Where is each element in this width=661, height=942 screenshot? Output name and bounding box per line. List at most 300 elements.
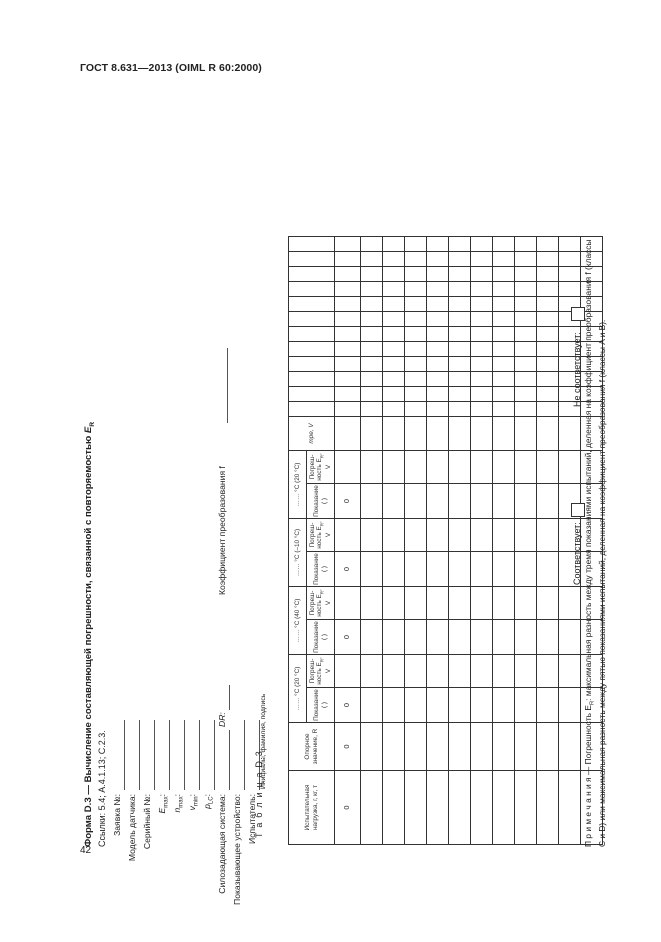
cell bbox=[361, 655, 383, 688]
field-line-serial bbox=[154, 720, 155, 790]
conform-label: Соответствует: bbox=[572, 522, 582, 585]
cell bbox=[383, 771, 405, 845]
cell bbox=[361, 372, 383, 387]
field-label-conversion-factor: Коэффициент преобразования f bbox=[217, 466, 227, 595]
field-label-application: Заявка №: bbox=[112, 794, 122, 836]
cell bbox=[471, 688, 493, 723]
cell bbox=[537, 342, 559, 357]
cell bbox=[471, 655, 493, 688]
field-line-nmax bbox=[184, 720, 185, 790]
cell bbox=[559, 237, 581, 252]
nmax-symbol: n bbox=[172, 807, 182, 813]
cell bbox=[537, 655, 559, 688]
cell bbox=[449, 252, 471, 267]
cell bbox=[493, 655, 515, 688]
table-caption: Т а б л и ц а D.3 bbox=[254, 749, 264, 838]
cell bbox=[493, 327, 515, 342]
cell bbox=[515, 372, 537, 387]
cell bbox=[427, 620, 449, 655]
cell-reading-2: 0 bbox=[335, 620, 361, 655]
cell bbox=[537, 312, 559, 327]
cell bbox=[537, 402, 559, 417]
cell bbox=[449, 655, 471, 688]
reading-unit: ( ) bbox=[320, 701, 328, 709]
cell bbox=[335, 237, 361, 252]
cell bbox=[361, 282, 383, 297]
cell bbox=[493, 237, 515, 252]
cell bbox=[537, 519, 559, 552]
cell bbox=[289, 252, 335, 267]
vmin-colon: : bbox=[187, 794, 197, 797]
cell bbox=[335, 282, 361, 297]
cell bbox=[383, 237, 405, 252]
cell bbox=[471, 312, 493, 327]
cell bbox=[427, 297, 449, 312]
cell bbox=[559, 723, 581, 771]
cell bbox=[427, 723, 449, 771]
error-label: Погреш-ность E bbox=[308, 454, 324, 481]
cell bbox=[493, 297, 515, 312]
cell bbox=[383, 655, 405, 688]
field-line-emax bbox=[169, 720, 170, 790]
cell bbox=[449, 587, 471, 620]
form-references: Ссылки: 5.4; A.4.1.13; C.2.3. bbox=[97, 730, 107, 847]
cell bbox=[405, 519, 427, 552]
form-title-text: Форма D.3 — Вычисление составляющей погрешности, связанной с повторяемостью bbox=[83, 433, 94, 847]
table-row bbox=[405, 237, 427, 845]
field-line-force-system bbox=[229, 730, 230, 790]
cell bbox=[537, 237, 559, 252]
reading-unit: ( ) bbox=[320, 633, 328, 641]
table-row bbox=[537, 237, 559, 845]
cell bbox=[405, 312, 427, 327]
cell bbox=[559, 417, 581, 451]
cell bbox=[427, 688, 449, 723]
col-header-temp-3: …… °C (–10 °C) bbox=[289, 519, 307, 587]
cell bbox=[471, 451, 493, 484]
cell bbox=[449, 297, 471, 312]
cell bbox=[449, 237, 471, 252]
cell-reading-1: 0 bbox=[335, 688, 361, 723]
cell-reading-4: 0 bbox=[335, 484, 361, 519]
cell bbox=[493, 587, 515, 620]
cell bbox=[289, 342, 335, 357]
cell bbox=[383, 552, 405, 587]
cell bbox=[559, 282, 581, 297]
cell bbox=[405, 451, 427, 484]
emax-symbol: E bbox=[157, 807, 167, 814]
cell bbox=[559, 771, 581, 845]
cell bbox=[537, 417, 559, 451]
error-sub: R bbox=[319, 522, 325, 527]
cell bbox=[537, 723, 559, 771]
cell bbox=[515, 417, 537, 451]
cell bbox=[405, 723, 427, 771]
cell bbox=[383, 312, 405, 327]
cell bbox=[361, 267, 383, 282]
cell bbox=[493, 771, 515, 845]
cell bbox=[289, 372, 335, 387]
col-header-error-1 bbox=[307, 655, 335, 688]
cell bbox=[559, 655, 581, 688]
cell bbox=[361, 252, 383, 267]
page-number: 42 bbox=[80, 845, 92, 856]
cell bbox=[361, 327, 383, 342]
cell bbox=[427, 484, 449, 519]
error-unit: , V bbox=[316, 589, 332, 606]
cell bbox=[361, 552, 383, 587]
cell bbox=[493, 519, 515, 552]
cell bbox=[559, 587, 581, 620]
cell bbox=[383, 688, 405, 723]
cell bbox=[493, 372, 515, 387]
cell bbox=[537, 357, 559, 372]
table-row bbox=[383, 237, 405, 845]
cell bbox=[289, 267, 335, 282]
error-label: Погреш-ность E bbox=[308, 590, 324, 617]
cell bbox=[471, 484, 493, 519]
cell bbox=[471, 771, 493, 845]
reading-label: Показание bbox=[313, 553, 321, 585]
cell bbox=[383, 620, 405, 655]
cell bbox=[471, 372, 493, 387]
col-header-error-2 bbox=[307, 587, 335, 620]
cell bbox=[471, 267, 493, 282]
col-header-reading-3 bbox=[307, 552, 335, 587]
cell bbox=[449, 688, 471, 723]
cell bbox=[493, 723, 515, 771]
note-line-1-b: : максимальная разность между тремя показаниями испытаний, деленная на коэффициент преобразования f (классы bbox=[583, 239, 593, 701]
cell bbox=[405, 267, 427, 282]
table-row bbox=[335, 237, 361, 845]
col-header-ref: Опорное значение, R bbox=[289, 723, 335, 771]
cell bbox=[449, 282, 471, 297]
cell bbox=[335, 417, 361, 451]
field-line-indicator bbox=[244, 720, 245, 790]
cell bbox=[515, 451, 537, 484]
cell bbox=[537, 620, 559, 655]
field-label-vmin bbox=[187, 794, 200, 942]
field-line-vmin bbox=[199, 720, 200, 790]
cell bbox=[383, 484, 405, 519]
field-label-indicator: Показывающее устройство: bbox=[232, 794, 242, 905]
cell bbox=[361, 342, 383, 357]
cell bbox=[405, 327, 427, 342]
cell bbox=[335, 357, 361, 372]
cell bbox=[493, 688, 515, 723]
cell bbox=[449, 417, 471, 451]
cell bbox=[471, 552, 493, 587]
col-header-reading-4 bbox=[307, 484, 335, 519]
cell bbox=[405, 688, 427, 723]
cell bbox=[405, 620, 427, 655]
document-header: ГОСТ 8.631—2013 (OIML R 60:2000) bbox=[80, 62, 262, 74]
field-label-sensor-model: Модель датчика: bbox=[127, 794, 137, 862]
cell bbox=[335, 252, 361, 267]
cell bbox=[537, 451, 559, 484]
cell bbox=[537, 252, 559, 267]
cell bbox=[335, 451, 361, 484]
cell bbox=[335, 519, 361, 552]
error-unit: , V bbox=[316, 521, 332, 538]
error-label: Погреш-ность E bbox=[308, 522, 324, 549]
cell bbox=[515, 312, 537, 327]
cell bbox=[405, 357, 427, 372]
cell bbox=[361, 771, 383, 845]
cell bbox=[289, 327, 335, 342]
cell bbox=[335, 387, 361, 402]
cell bbox=[471, 519, 493, 552]
col-header-load: Испытательная нагрузка, г, кг, т bbox=[289, 771, 335, 845]
table-row bbox=[493, 237, 515, 845]
cell bbox=[427, 519, 449, 552]
cell bbox=[405, 282, 427, 297]
cell bbox=[515, 327, 537, 342]
error-sub: R bbox=[319, 454, 325, 459]
cell bbox=[361, 688, 383, 723]
table-row bbox=[449, 237, 471, 845]
cell bbox=[405, 297, 427, 312]
cell bbox=[405, 655, 427, 688]
cell bbox=[537, 267, 559, 282]
cell bbox=[515, 402, 537, 417]
cell bbox=[383, 587, 405, 620]
cell bbox=[383, 402, 405, 417]
field-hint-tester: Инициалы, фамилия, подпись bbox=[260, 693, 267, 789]
cell bbox=[335, 372, 361, 387]
field-label-nmax bbox=[172, 794, 185, 942]
cell bbox=[427, 771, 449, 845]
reading-label: Показание bbox=[313, 621, 321, 653]
cell bbox=[493, 402, 515, 417]
cell bbox=[361, 417, 383, 451]
cell bbox=[515, 357, 537, 372]
cell bbox=[405, 484, 427, 519]
cell bbox=[471, 387, 493, 402]
cell bbox=[289, 387, 335, 402]
cell bbox=[335, 587, 361, 620]
cell bbox=[361, 237, 383, 252]
vmin-symbol: v bbox=[187, 806, 197, 811]
cell bbox=[361, 402, 383, 417]
cell bbox=[405, 387, 427, 402]
cell bbox=[383, 282, 405, 297]
col-header-reading-1 bbox=[307, 688, 335, 723]
form-title bbox=[83, 422, 96, 847]
cell-reading-3: 0 bbox=[335, 552, 361, 587]
cell bbox=[361, 723, 383, 771]
cell bbox=[427, 267, 449, 282]
cell bbox=[515, 282, 537, 297]
cell bbox=[383, 357, 405, 372]
note-line-2: C и D) или максимальная разность между пятью показаниями испытаний, деленная на коэффициент преобразования f (классы A и B). bbox=[597, 319, 607, 847]
reading-label: Показание bbox=[313, 689, 321, 721]
cell bbox=[493, 252, 515, 267]
cell bbox=[449, 451, 471, 484]
cell bbox=[449, 620, 471, 655]
cell bbox=[449, 552, 471, 587]
cell bbox=[515, 723, 537, 771]
cell bbox=[405, 372, 427, 387]
error-sub: R bbox=[319, 658, 325, 663]
nmax-sub: max bbox=[178, 796, 185, 808]
cell bbox=[537, 688, 559, 723]
cell bbox=[559, 267, 581, 282]
cell bbox=[559, 252, 581, 267]
cell bbox=[449, 267, 471, 282]
cell bbox=[493, 620, 515, 655]
cell bbox=[493, 357, 515, 372]
cell bbox=[449, 327, 471, 342]
reading-label: Показание bbox=[313, 485, 321, 517]
table-row bbox=[361, 237, 383, 845]
field-label-force-system: Силозадающая система: bbox=[217, 794, 227, 894]
note-line-1-sub: R bbox=[589, 700, 596, 706]
cell bbox=[515, 587, 537, 620]
cell bbox=[427, 252, 449, 267]
cell bbox=[449, 484, 471, 519]
cell bbox=[449, 357, 471, 372]
blank-rows bbox=[361, 237, 603, 845]
cell bbox=[383, 519, 405, 552]
cell bbox=[427, 342, 449, 357]
cell bbox=[493, 417, 515, 451]
cell bbox=[449, 342, 471, 357]
cell bbox=[405, 552, 427, 587]
cell bbox=[335, 402, 361, 417]
cell bbox=[427, 282, 449, 297]
vmin-sub: min bbox=[193, 796, 200, 807]
cell bbox=[493, 387, 515, 402]
cell bbox=[289, 402, 335, 417]
cell bbox=[427, 451, 449, 484]
cell bbox=[515, 267, 537, 282]
cell bbox=[471, 237, 493, 252]
cell bbox=[405, 237, 427, 252]
error-sub: R bbox=[319, 590, 325, 595]
col-header-reading-2 bbox=[307, 620, 335, 655]
cell bbox=[427, 327, 449, 342]
cell bbox=[471, 402, 493, 417]
cell bbox=[335, 297, 361, 312]
cell bbox=[383, 451, 405, 484]
cell bbox=[493, 552, 515, 587]
cell bbox=[335, 267, 361, 282]
cell bbox=[449, 771, 471, 845]
cell bbox=[493, 451, 515, 484]
error-label: Погреш-ность E bbox=[308, 658, 324, 685]
cell bbox=[289, 237, 335, 252]
cell bbox=[361, 451, 383, 484]
field-label-emax bbox=[157, 794, 170, 942]
cell-load: 0 bbox=[335, 771, 361, 845]
cell bbox=[537, 587, 559, 620]
cell bbox=[449, 723, 471, 771]
cell bbox=[515, 342, 537, 357]
plc-colon: : bbox=[202, 794, 212, 797]
cell bbox=[405, 771, 427, 845]
emax-sub: max bbox=[163, 796, 170, 808]
col-header-error-3 bbox=[307, 519, 335, 552]
error-unit: , V bbox=[316, 453, 332, 470]
cell bbox=[537, 771, 559, 845]
cell bbox=[537, 282, 559, 297]
cell bbox=[471, 587, 493, 620]
field-label-plc bbox=[202, 794, 215, 942]
emax-colon: : bbox=[157, 794, 167, 797]
cell bbox=[383, 297, 405, 312]
cell bbox=[289, 312, 335, 327]
cell bbox=[405, 402, 427, 417]
cell bbox=[471, 620, 493, 655]
cell bbox=[361, 620, 383, 655]
cell bbox=[289, 297, 335, 312]
cell bbox=[361, 519, 383, 552]
nmax-colon: : bbox=[172, 794, 182, 797]
cell bbox=[383, 252, 405, 267]
error-unit: , V bbox=[316, 657, 332, 674]
cell bbox=[537, 372, 559, 387]
table-row bbox=[427, 237, 449, 845]
cell bbox=[427, 552, 449, 587]
cell bbox=[361, 587, 383, 620]
cell bbox=[515, 484, 537, 519]
cell bbox=[493, 282, 515, 297]
not-conform-label: Не соответствует: bbox=[572, 332, 582, 407]
cell bbox=[383, 417, 405, 451]
cell bbox=[405, 587, 427, 620]
cell bbox=[515, 252, 537, 267]
cell bbox=[515, 655, 537, 688]
cell bbox=[335, 655, 361, 688]
cell bbox=[335, 327, 361, 342]
table-row bbox=[515, 237, 537, 845]
cell bbox=[537, 297, 559, 312]
cell bbox=[449, 519, 471, 552]
field-label-serial: Серийный №: bbox=[142, 794, 152, 850]
cell bbox=[515, 237, 537, 252]
cell bbox=[383, 387, 405, 402]
cell bbox=[427, 417, 449, 451]
col-header-temp-1: …… °C (20 °C) bbox=[289, 655, 307, 723]
cell bbox=[515, 387, 537, 402]
cell bbox=[427, 387, 449, 402]
cell bbox=[289, 282, 335, 297]
field-label-dr: DR: bbox=[217, 712, 227, 727]
cell bbox=[289, 357, 335, 372]
field-line-application bbox=[124, 720, 125, 790]
cell bbox=[515, 688, 537, 723]
cell bbox=[471, 282, 493, 297]
cell bbox=[449, 312, 471, 327]
field-line-conversion-factor bbox=[227, 348, 228, 423]
table-row bbox=[471, 237, 493, 845]
cell bbox=[383, 723, 405, 771]
cell bbox=[449, 402, 471, 417]
cell bbox=[361, 357, 383, 372]
cell bbox=[515, 771, 537, 845]
cell bbox=[427, 655, 449, 688]
col-header-error-4 bbox=[307, 451, 335, 484]
cell bbox=[427, 587, 449, 620]
cell bbox=[383, 327, 405, 342]
cell bbox=[361, 297, 383, 312]
cell bbox=[427, 402, 449, 417]
cell bbox=[405, 417, 427, 451]
reading-unit: ( ) bbox=[320, 497, 328, 505]
cell bbox=[471, 252, 493, 267]
cell bbox=[361, 387, 383, 402]
